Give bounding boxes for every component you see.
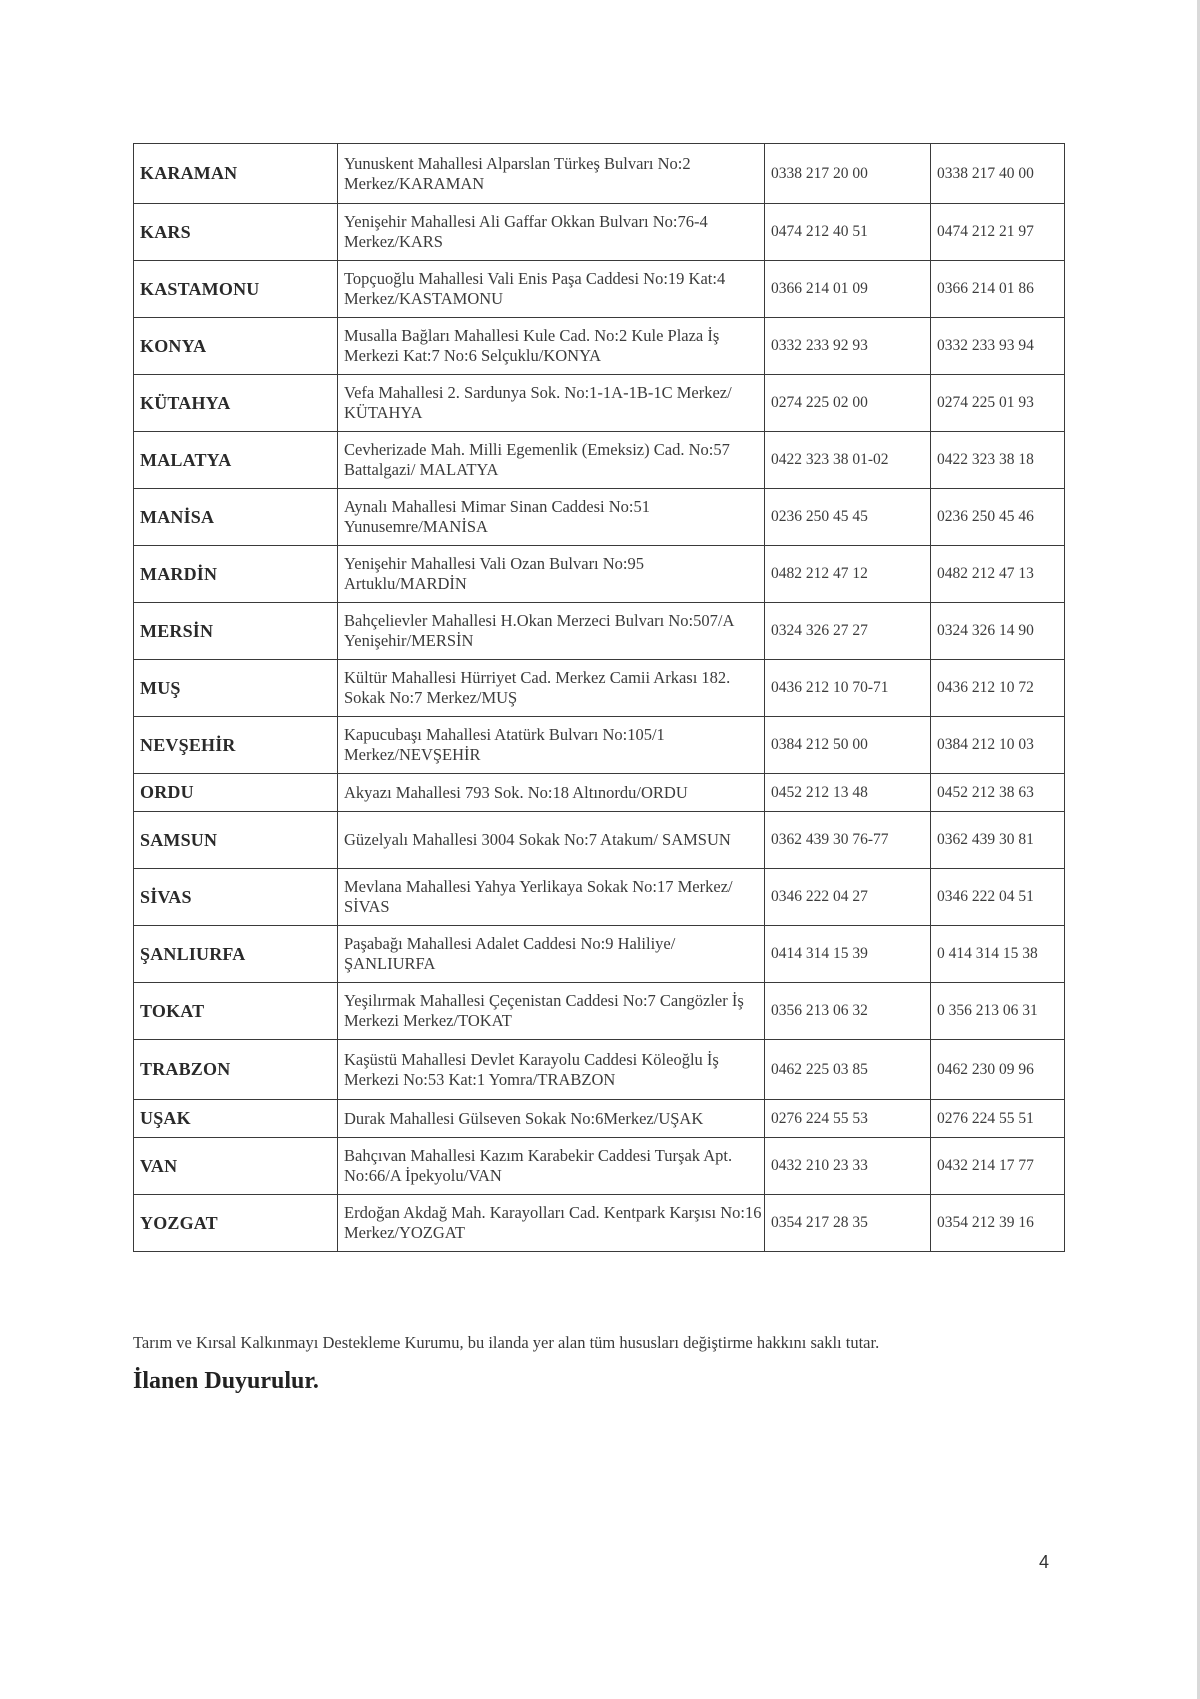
table-row <box>134 774 1065 812</box>
address-cell: Vefa Mahallesi 2. Sardunya Sok. No:1-1A-1B-1C Merkez/ KÜTAHYA <box>338 375 765 432</box>
phone-cell: 0324 326 27 27 <box>765 603 931 660</box>
table-row <box>134 1138 1065 1195</box>
fax-cell: 0366 214 01 86 <box>931 261 1065 318</box>
city-cell: VAN <box>134 1138 338 1195</box>
city-cell: SAMSUN <box>134 812 338 869</box>
fax-cell: 0276 224 55 51 <box>931 1100 1065 1138</box>
fax-cell: 0462 230 09 96 <box>931 1040 1065 1100</box>
address-cell: Yeşilırmak Mahallesi Çeçenistan Caddesi No:7 Cangözler İş Merkezi Merkez/TOKAT <box>338 983 765 1040</box>
table-row <box>134 144 1065 204</box>
table-row <box>134 546 1065 603</box>
phone-cell: 0436 212 10 70-71 <box>765 660 931 717</box>
fax-cell: 0384 212 10 03 <box>931 717 1065 774</box>
address-cell: Güzelyalı Mahallesi 3004 Sokak No:7 Atakum/ SAMSUN <box>338 812 765 869</box>
city-cell: MERSİN <box>134 603 338 660</box>
page-number: 4 <box>1039 1552 1050 1572</box>
address-cell: Yenişehir Mahallesi Vali Ozan Bulvarı No:95 Artuklu/MARDİN <box>338 546 765 603</box>
fax-cell: 0332 233 93 94 <box>931 318 1065 375</box>
fax-cell: 0452 212 38 63 <box>931 774 1065 812</box>
phone-cell: 0356 213 06 32 <box>765 983 931 1040</box>
city-cell: MUŞ <box>134 660 338 717</box>
table-row <box>134 926 1065 983</box>
fax-cell: 0482 212 47 13 <box>931 546 1065 603</box>
city-cell: TRABZON <box>134 1040 338 1100</box>
phone-cell: 0274 225 02 00 <box>765 375 931 432</box>
address-cell: Topçuoğlu Mahallesi Vali Enis Paşa Caddesi No:19 Kat:4 Merkez/KASTAMONU <box>338 261 765 318</box>
phone-cell: 0414 314 15 39 <box>765 926 931 983</box>
address-cell: Bahçelievler Mahallesi H.Okan Merzeci Bulvarı No:507/A Yenişehir/MERSİN <box>338 603 765 660</box>
city-cell: NEVŞEHİR <box>134 717 338 774</box>
phone-cell: 0332 233 92 93 <box>765 318 931 375</box>
fax-cell: 0362 439 30 81 <box>931 812 1065 869</box>
fax-cell: 0436 212 10 72 <box>931 660 1065 717</box>
table-row <box>134 204 1065 261</box>
phone-cell: 0384 212 50 00 <box>765 717 931 774</box>
fax-cell: 0432 214 17 77 <box>931 1138 1065 1195</box>
fax-cell: 0346 222 04 51 <box>931 869 1065 926</box>
address-cell: Kültür Mahallesi Hürriyet Cad. Merkez Camii Arkası 182. Sokak No:7 Merkez/MUŞ <box>338 660 765 717</box>
address-cell: Cevherizade Mah. Milli Egemenlik (Emeksiz) Cad. No:57 Battalgazi/ MALATYA <box>338 432 765 489</box>
table-row <box>134 375 1065 432</box>
table-body <box>134 144 1065 1252</box>
table-row <box>134 717 1065 774</box>
fax-cell: 0474 212 21 97 <box>931 204 1065 261</box>
table-row <box>134 432 1065 489</box>
phone-cell: 0346 222 04 27 <box>765 869 931 926</box>
table-row <box>134 812 1065 869</box>
city-cell: SİVAS <box>134 869 338 926</box>
address-cell: Kaşüstü Mahallesi Devlet Karayolu Caddesi Köleoğlu İş Merkezi No:53 Kat:1 Yomra/TRABZON <box>338 1040 765 1100</box>
city-cell: ŞANLIURFA <box>134 926 338 983</box>
phone-cell: 0462 225 03 85 <box>765 1040 931 1100</box>
fax-cell: 0422 323 38 18 <box>931 432 1065 489</box>
table-row <box>134 869 1065 926</box>
address-cell: Yunuskent Mahallesi Alparslan Türkeş Bulvarı No:2 Merkez/KARAMAN <box>338 144 765 204</box>
city-cell: KÜTAHYA <box>134 375 338 432</box>
fax-cell: 0 414 314 15 38 <box>931 926 1065 983</box>
table-row <box>134 1100 1065 1138</box>
table-row <box>134 660 1065 717</box>
city-cell: KONYA <box>134 318 338 375</box>
city-cell: MARDİN <box>134 546 338 603</box>
address-cell: Musalla Bağları Mahallesi Kule Cad. No:2 Kule Plaza İş Merkezi Kat:7 No:6 Selçuklu/KONYA <box>338 318 765 375</box>
footer-note: Tarım ve Kırsal Kalkınmayı Destekleme Kurumu, bu ilanda yer alan tüm hususları değiştirme hakkını saklı tutar. <box>133 1333 880 1352</box>
address-cell: Akyazı Mahallesi 793 Sok. No:18 Altınordu/ORDU <box>338 774 765 812</box>
address-cell: Kapucubaşı Mahallesi Atatürk Bulvarı No:105/1 Merkez/NEVŞEHİR <box>338 717 765 774</box>
address-cell: Durak Mahallesi Gülseven Sokak No:6Merkez/UŞAK <box>338 1100 765 1138</box>
phone-cell: 0366 214 01 09 <box>765 261 931 318</box>
phone-cell: 0452 212 13 48 <box>765 774 931 812</box>
phone-cell: 0362 439 30 76-77 <box>765 812 931 869</box>
city-cell: MANİSA <box>134 489 338 546</box>
phone-cell: 0422 323 38 01-02 <box>765 432 931 489</box>
address-cell: Aynalı Mahallesi Mimar Sinan Caddesi No:51 Yunusemre/MANİSA <box>338 489 765 546</box>
phone-cell: 0432 210 23 33 <box>765 1138 931 1195</box>
address-cell: Paşabağı Mahallesi Adalet Caddesi No:9 Haliliye/ ŞANLIURFA <box>338 926 765 983</box>
announcement-title: İlanen Duyurulur. <box>133 1368 319 1394</box>
city-cell: KASTAMONU <box>134 261 338 318</box>
fax-cell: 0324 326 14 90 <box>931 603 1065 660</box>
table-row <box>134 261 1065 318</box>
city-cell: TOKAT <box>134 983 338 1040</box>
fax-cell: 0236 250 45 46 <box>931 489 1065 546</box>
address-cell: Erdoğan Akdağ Mah. Karayolları Cad. Kentpark Karşısı No:16 Merkez/YOZGAT <box>338 1195 765 1252</box>
phone-cell: 0474 212 40 51 <box>765 204 931 261</box>
table-row <box>134 318 1065 375</box>
fax-cell: 0354 212 39 16 <box>931 1195 1065 1252</box>
table-row <box>134 489 1065 546</box>
table-row <box>134 983 1065 1040</box>
city-cell: ORDU <box>134 774 338 812</box>
fax-cell: 0274 225 01 93 <box>931 375 1065 432</box>
table-row <box>134 603 1065 660</box>
phone-cell: 0338 217 20 00 <box>765 144 931 204</box>
address-cell: Yenişehir Mahallesi Ali Gaffar Okkan Bulvarı No:76-4 Merkez/KARS <box>338 204 765 261</box>
phone-cell: 0482 212 47 12 <box>765 546 931 603</box>
city-cell: YOZGAT <box>134 1195 338 1252</box>
city-cell: KARAMAN <box>134 144 338 204</box>
city-cell: KARS <box>134 204 338 261</box>
city-cell: UŞAK <box>134 1100 338 1138</box>
phone-cell: 0354 217 28 35 <box>765 1195 931 1252</box>
phone-cell: 0276 224 55 53 <box>765 1100 931 1138</box>
city-cell: MALATYA <box>134 432 338 489</box>
address-cell: Bahçıvan Mahallesi Kazım Karabekir Caddesi Turşak Apt. No:66/A İpekyolu/VAN <box>338 1138 765 1195</box>
fax-cell: 0 356 213 06 31 <box>931 983 1065 1040</box>
table-row <box>134 1195 1065 1252</box>
address-cell: Mevlana Mahallesi Yahya Yerlikaya Sokak No:17 Merkez/ SİVAS <box>338 869 765 926</box>
fax-cell: 0338 217 40 00 <box>931 144 1065 204</box>
phone-cell: 0236 250 45 45 <box>765 489 931 546</box>
provincial-offices-table <box>133 143 1065 1252</box>
table-row <box>134 1040 1065 1100</box>
